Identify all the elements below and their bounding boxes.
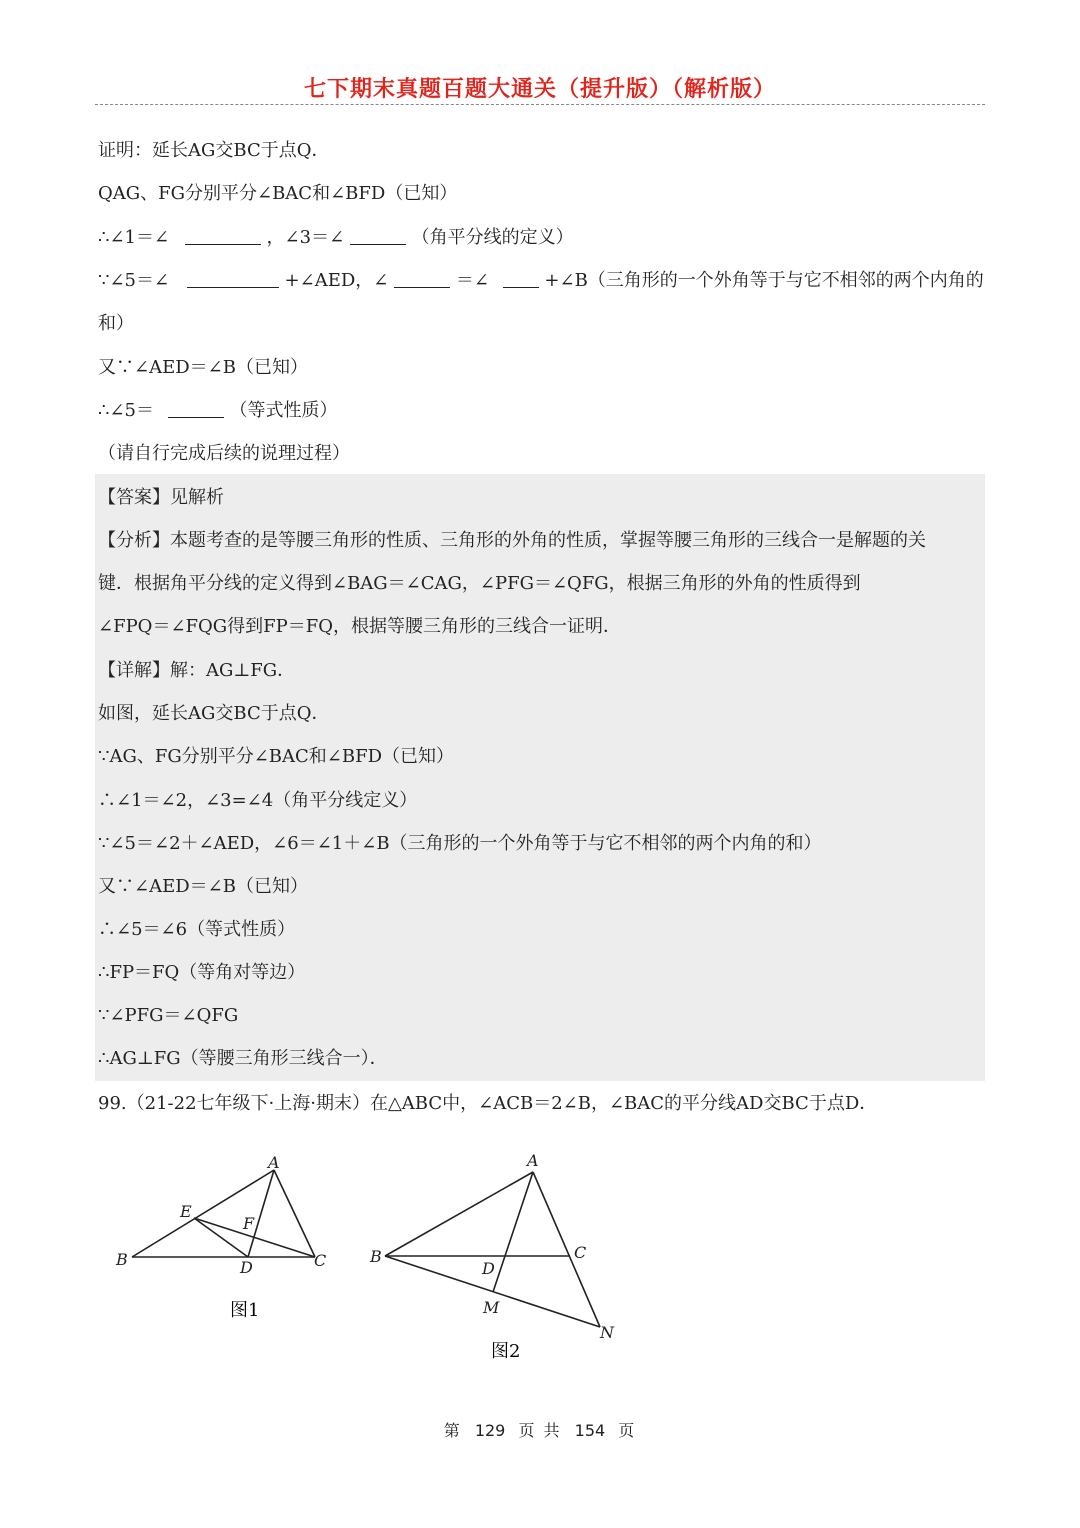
figure-2-labels [369,1151,615,1342]
fig2-label-a: A [527,1151,539,1170]
proof-line-7 [98,398,983,424]
fig1-label-f: F [243,1214,255,1233]
fig2-label-m: M [483,1298,500,1317]
fill-blank-1[interactable] [185,226,261,245]
detail-line-2: 如图，延长AG交BC于点Q． [98,703,330,724]
fig2-label-c: C [574,1243,587,1262]
figure-2-caption: 图2 [491,1341,521,1362]
proof-line-3-part-c: （角平分线的定义） [411,227,574,248]
proof-line-3-part-b: ，∠3＝∠ [266,227,345,248]
fig2-label-b: B [370,1247,382,1266]
answer-panel [95,474,985,1081]
fig1-segment-ed [194,1218,248,1257]
fig1-label-c: C [314,1251,327,1270]
footer-suffix: 页 [618,1421,637,1440]
fig1-label-b: B [116,1250,128,1269]
page-footer [0,1418,1080,1441]
fig2-label-d: D [482,1259,495,1278]
fig1-segment-ac [274,1170,315,1257]
page-header-title: 七下期末真题百题大通关（提升版）（解析版） [303,76,776,102]
fill-blank-6[interactable] [168,399,224,418]
proof-line-2: QAG、FG分别平分∠BAC和∠BFD（已知） [98,183,458,204]
detail-line-5: ∵∠5＝∠2＋∠AED，∠6＝∠1＋∠B（三角形的一个外角等于与它不相邻的两个内角的和） [98,833,822,854]
analysis-line-1: 【分析】本题考查的是等腰三角形的性质、三角形的外角的性质，掌握等腰三角形的三线合一是解题的关 [98,530,926,551]
detail-line-8: ∴FP＝FQ（等角对等边） [98,962,306,983]
total-page-count: 154 [574,1421,606,1440]
proof-line-8: （请自行完成后续的说理过程） [98,443,350,464]
fill-blank-2[interactable] [350,226,406,245]
proof-line-4-part-d: +∠B（三角形的一个外角等于与它不相邻的两个内角的 [544,270,984,291]
fig2-segment-am [493,1172,533,1292]
fill-blank-4[interactable] [394,269,450,288]
answer-label: 【答案】见解析 [98,487,224,508]
proof-line-6: 又∵∠AED＝∠B（已知） [98,357,308,378]
detail-line-10: ∴AG⊥FG（等腰三角形三线合一）． [98,1048,388,1069]
proof-line-4-part-b: +∠AED，∠ [284,270,389,291]
proof-line-4-part-a: ∵∠5＝∠ [98,270,170,291]
proof-line-5: 和） [98,313,134,334]
fig2-segment-ba [385,1172,533,1256]
figure-1-caption: 图1 [230,1300,260,1321]
fig1-label-e: E [180,1202,192,1221]
fig1-label-d: D [240,1258,253,1277]
header-divider [95,104,985,105]
detail-line-6: 又∵∠AED＝∠B（已知） [98,876,308,897]
proof-line-3-part-a: ∴∠1＝∠ [98,227,170,248]
analysis-line-3: ∠FPQ＝∠FQG得到FP＝FQ，根据等腰三角形的三线合一证明． [98,616,621,637]
proof-line-7-part-a: ∴∠5＝ [98,400,154,421]
detail-line-9: ∵∠PFG＝∠QFG [98,1005,239,1026]
geometry-figures [100,1140,660,1370]
fig2-label-n: N [600,1323,614,1342]
proof-line-4-part-c: ＝∠ [455,270,489,291]
fill-blank-5[interactable] [503,269,539,288]
detail-line-7: ∴∠5＝∠6（等式性质） [98,919,296,940]
fig2-segment-an [533,1172,600,1327]
fill-blank-3[interactable] [187,269,279,288]
proof-line-3 [98,225,983,251]
footer-prefix: 第 [443,1421,462,1440]
proof-line-1: 证明：延长AG交BC于点Q． [98,140,330,161]
fig1-label-a: A [268,1153,280,1172]
figure-1 [132,1170,315,1257]
analysis-line-2: 键．根据角平分线的定义得到∠BAG＝∠CAG，∠PFG＝∠QFG，根据三角形的外角的性质得到 [98,573,861,594]
footer-middle: 页 共 [518,1421,562,1440]
detail-line-1: 【详解】解：AG⊥FG． [98,660,296,681]
fig1-segment-ec [194,1218,315,1257]
proof-line-4 [98,268,983,294]
current-page-number: 129 [474,1421,506,1440]
proof-line-7-part-b: （等式性质） [229,400,338,421]
detail-line-4: ∴∠1＝∠2，∠3=∠4（角平分线定义） [98,790,418,811]
problem-99-statement: 99.（21-22七年级下·上海·期末）在△ABC中，∠ACB＝2∠B，∠BAC的平分线AD交BC于点D． [98,1093,878,1114]
detail-line-3: ∵AG、FG分别平分∠BAC和∠BFD（已知） [98,746,455,767]
